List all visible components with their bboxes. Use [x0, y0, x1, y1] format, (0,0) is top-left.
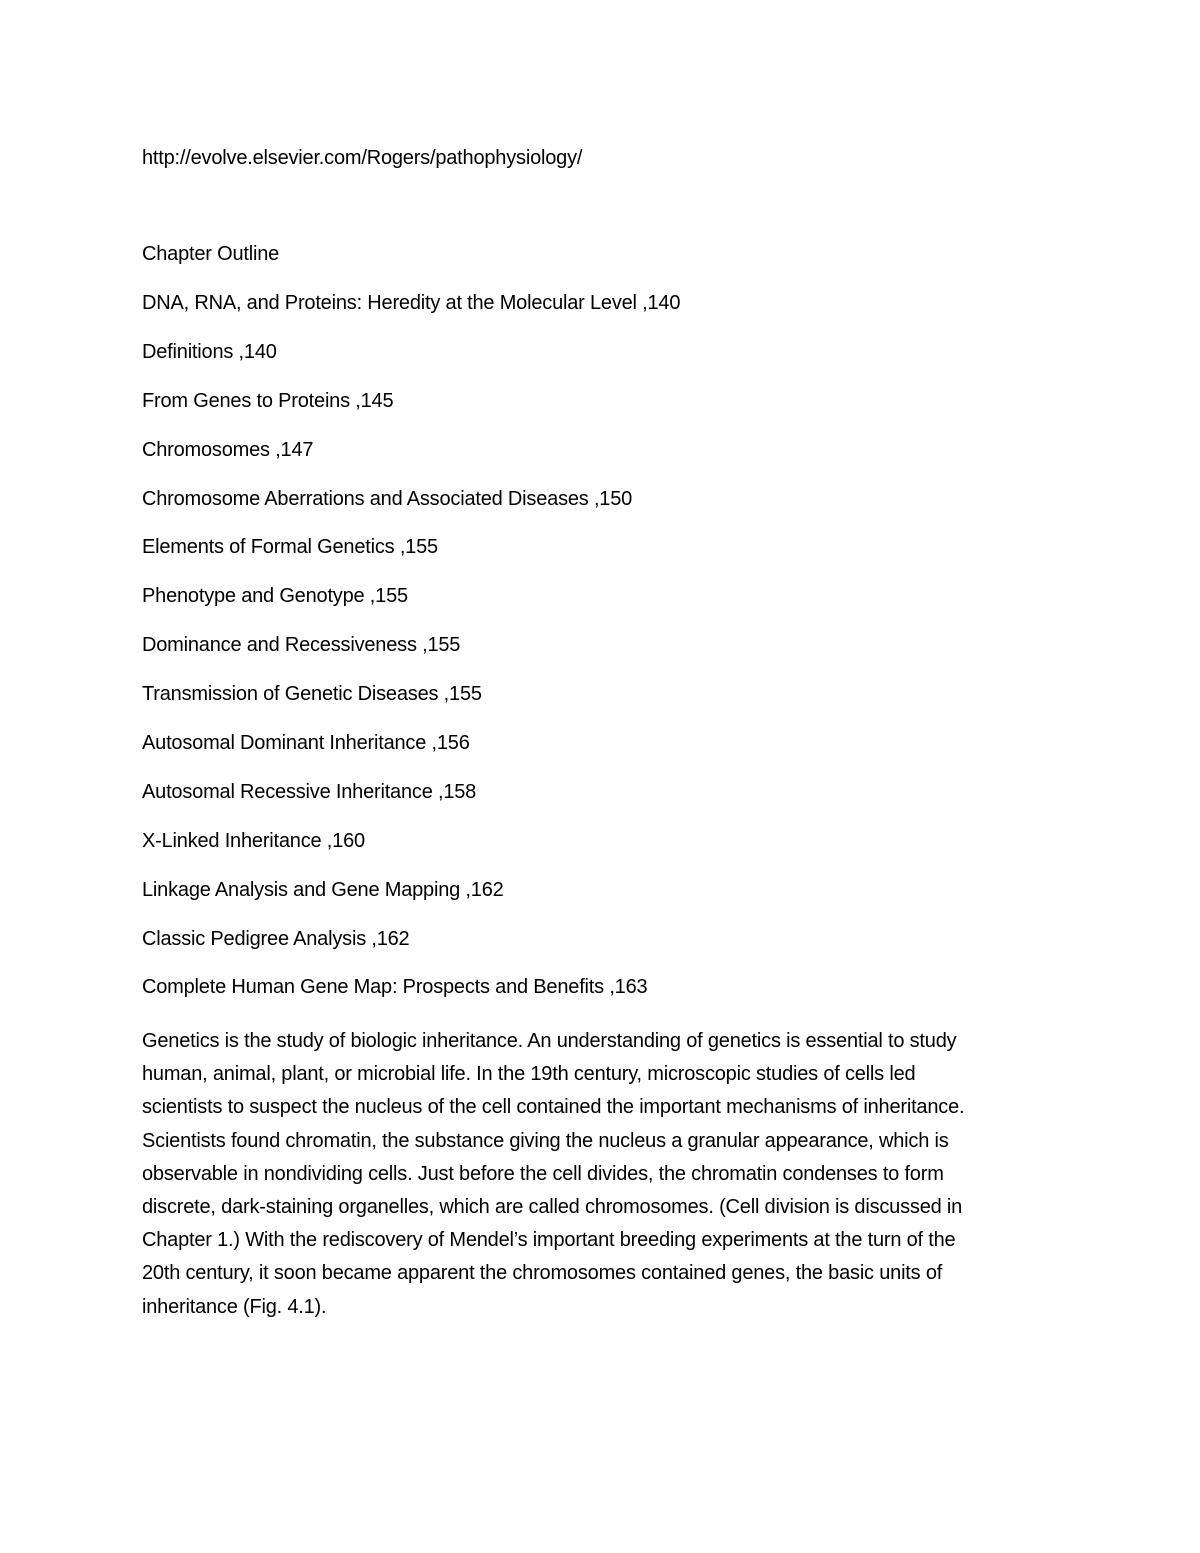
paragraph-line: discrete, dark-staining organelles, which are called chromosomes. (Cell division is discussed in [142, 1196, 963, 1219]
outline-item: Linkage Analysis and Gene Mapping ,162 [142, 878, 504, 901]
outline-item: Dominance and Recessiveness ,155 [142, 634, 461, 657]
outline-item: Autosomal Recessive Inheritance ,158 [142, 780, 477, 803]
outline-item: Elements of Formal Genetics ,155 [142, 536, 438, 559]
outline-item: Classic Pedigree Analysis ,162 [142, 927, 410, 950]
outline-item: Phenotype and Genotype ,155 [142, 585, 408, 608]
chapter-outline-list [142, 291, 680, 1024]
paragraph-line: observable in nondividing cells. Just before the cell divides, the chromatin condenses to form [142, 1162, 944, 1185]
outline-item: DNA, RNA, and Proteins: Heredity at the Molecular Level ,140 [142, 292, 681, 314]
paragraph-line: Chapter 1.) With the rediscovery of Mendel’s important breeding experiments at the turn of the [142, 1229, 956, 1252]
source-url: http://evolve.elsevier.com/Rogers/pathophysiology/ [142, 147, 583, 169]
paragraph-line: 20th century, it soon became apparent the chromosomes contained genes, the basic units of [142, 1262, 943, 1285]
outline-item: Autosomal Dominant Inheritance ,156 [142, 732, 470, 755]
paragraph-line: Scientists found chromatin, the substance giving the nucleus a granular appearance, which is [142, 1129, 949, 1152]
chapter-outline-heading: Chapter Outline [142, 243, 280, 265]
outline-item: Transmission of Genetic Diseases ,155 [142, 683, 482, 706]
outline-item: Chromosome Aberrations and Associated Diseases ,150 [142, 487, 633, 510]
outline-item: Definitions ,140 [142, 340, 277, 363]
outline-item: Complete Human Gene Map: Prospects and Benefits ,163 [142, 976, 648, 999]
intro-paragraph [142, 1025, 1072, 1324]
paragraph-line: human, animal, plant, or microbial life. In the 19th century, microscopic studies of cells led [142, 1063, 916, 1086]
outline-item: Chromosomes ,147 [142, 438, 314, 461]
outline-item: From Genes to Proteins ,145 [142, 389, 394, 412]
paragraph-line: scientists to suspect the nucleus of the cell contained the important mechanisms of inheritance. [142, 1096, 965, 1119]
paragraph-line: Genetics is the study of biologic inheritance. An understanding of genetics is essential to study [142, 1030, 957, 1052]
paragraph-line: inheritance (Fig. 4.1). [142, 1295, 327, 1318]
outline-item: X-Linked Inheritance ,160 [142, 829, 365, 852]
